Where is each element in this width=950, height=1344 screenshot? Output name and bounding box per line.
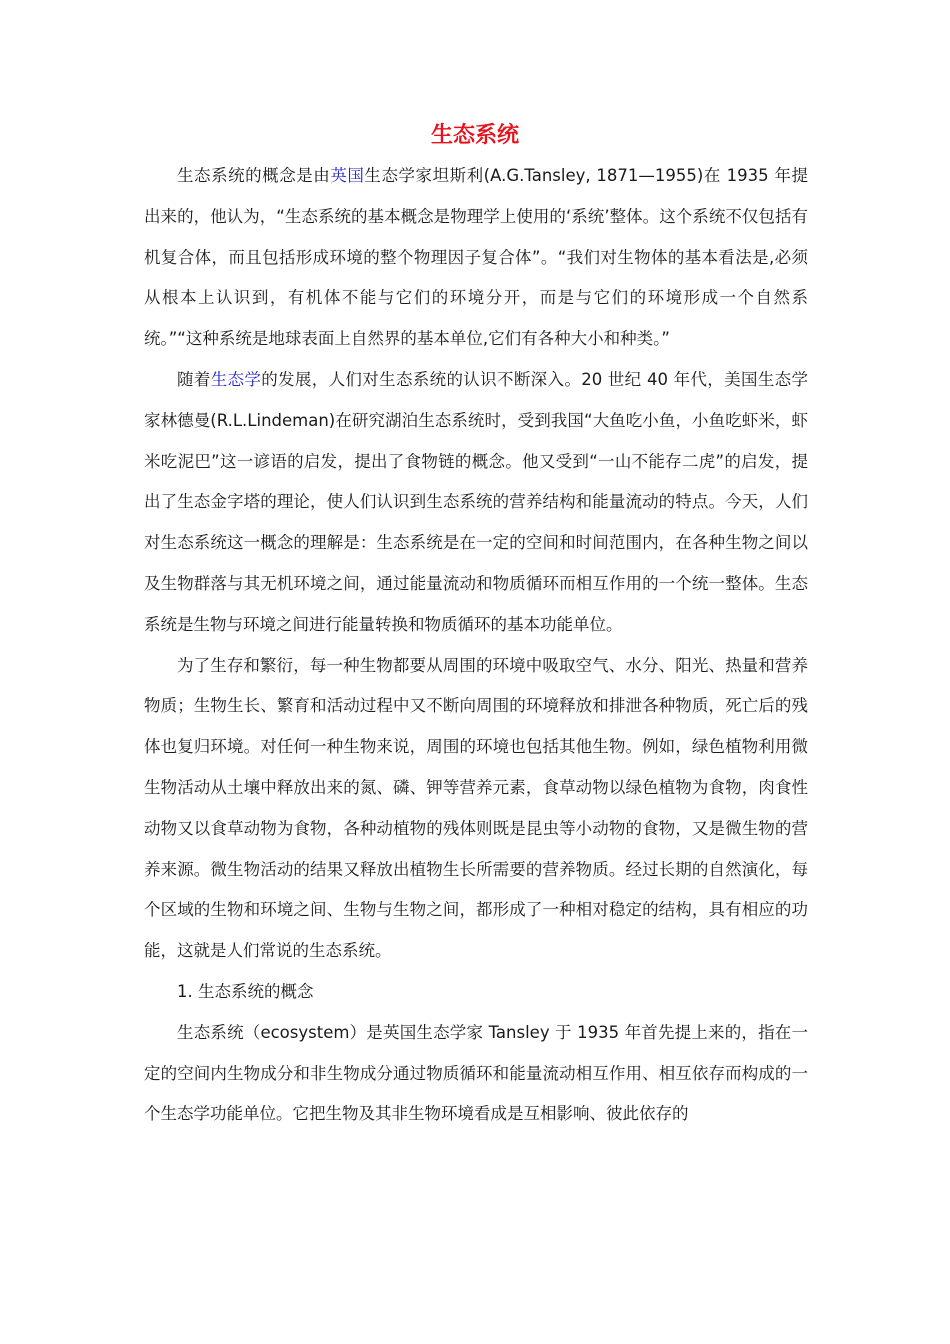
paragraph-1-text-a: 生态系统的概念是由 xyxy=(177,166,331,185)
paragraph-2 xyxy=(144,360,808,646)
document-body xyxy=(144,156,808,1135)
paragraph-3: 为了生存和繁衍，每一种生物都要从周围的环境中吸取空气、水分、阳光、热量和营养物质；生物生长、繁育和活动过程中又不断向周围的环境释放和排泄各种物质，死亡后的残体也复归环境。对任何一种生物来说，周围的环境也包括其他生物。例如，绿色植物利用微生物活动从土壤中释放出来的氮、磷、钾等营养元素，食草动物以绿色植物为食物，肉食性动物又以食草动物为食物，各种动植物的残体则既是昆虫等小动物的食物，又是微生物的营养来源。微生物活动的结果又释放出植物生长所需要的营养物质。经过长期的自然演化，每个区域的生物和环境之间、生物与生物之间，都形成了一种相对稳定的结构，具有相应的功能，这就是人们常说的生态系统。 xyxy=(144,655,808,961)
section-heading-1: 1. 生态系统的概念 xyxy=(177,981,314,1001)
paragraph-2-text-b: 的发展，人们对生态系统的认识不断深入。20 世纪 40 年代，美国生态学家林德曼(R.L.Lindeman)在研究湖泊生态系统时，受到我国“大鱼吃小鱼，小鱼吃虾米，虾米吃泥巴”这一谚语的启发，提出了食物链的概念。他又受到“一山不能存二虎”的启发，提出了生态金字塔的理论，使人们认识到生态系统的营养结构和能量流动的特点。今天，人们对生态系统这一概念的理解是：生态系统是在一定的空间和时间范围内，在各种生物之间以及生物群落与其无机环境之间，通过能量流动和物质循环而相互作用的一个统一整体。生态系统是生物与环境之间进行能量转换和物质循环的基本功能单位。 xyxy=(144,369,809,634)
link-ecology[interactable]: 生态学 xyxy=(210,369,262,389)
link-england[interactable]: 英国 xyxy=(330,166,365,185)
paragraph-4: 生态系统（ecosystem）是英国生态学家 Tansley 于 1935 年首先提上来的，指在一定的空间内生物成分和非生物成分通过物质循环和能量流动相互作用、相互依存而构成的一个生态学功能单位。它把生物及其非生物环境看成是互相影响、彼此依存的 xyxy=(144,1022,808,1124)
paragraph-1 xyxy=(144,156,808,360)
paragraph-2-text-a: 随着 xyxy=(177,369,211,389)
paragraph-1-text-b: 生态学家坦斯利(A.G.Tansley, 1871—1955)在 1935 年提出来的，他认为，“生态系统的基本概念是物理学上使用的‘系统’整体。这个系统不仅包括有机复合体，而且包括形成环境的整个物理因子复合体”。“我们对生物体的基本看法是,必须从根本上认识到，有机体不能与它们的环境分开，而是与它们的环境形成一个自然系统。”“这种系统是地球表面上自然界的基本单位,它们有各种大小和种类。” xyxy=(144,166,808,349)
document-title: 生态系统 xyxy=(430,123,519,148)
